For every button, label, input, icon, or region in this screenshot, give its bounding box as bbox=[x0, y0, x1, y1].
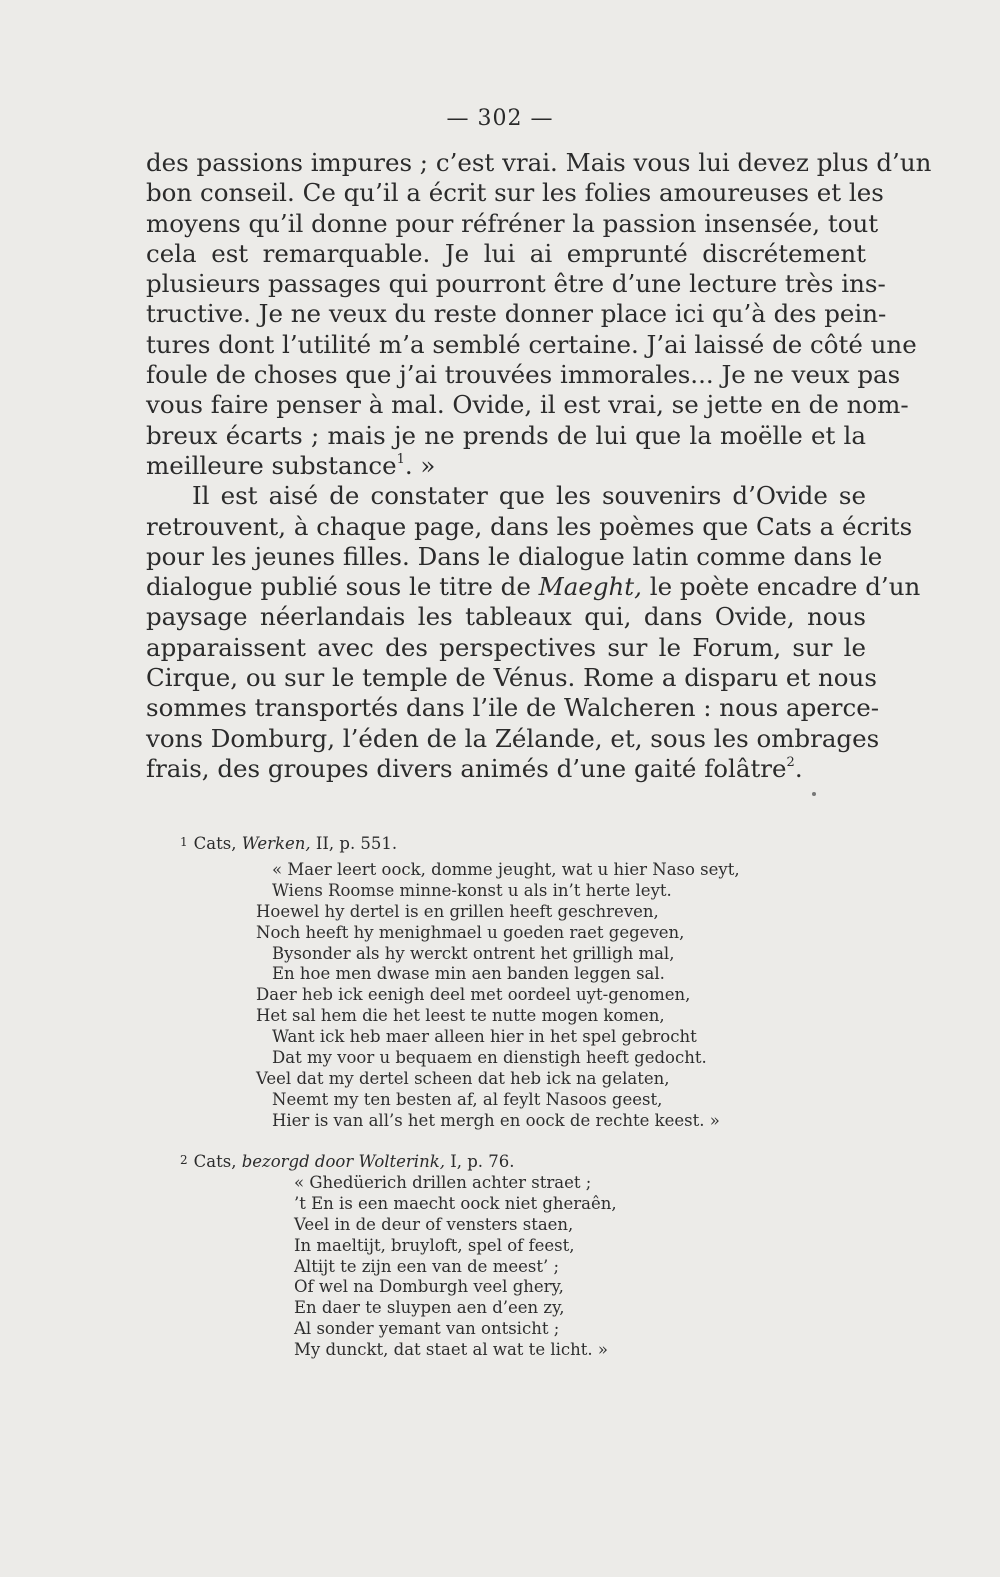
text-line bbox=[146, 329, 917, 360]
text-line bbox=[146, 541, 883, 572]
text-fragment: vous faire penser à mal. Ovide, il est vrai, se jette en de nom- bbox=[146, 390, 909, 420]
verse-line: ’t En is een maecht oock niet gheraên, bbox=[294, 1193, 617, 1213]
verse-line: Daer heb ick eenigh deel met oordeel uyt-genomen, bbox=[256, 985, 691, 1005]
text-fragment: moyens qu’il donne pour réfréner la passion insensée, tout bbox=[146, 208, 879, 238]
text-fragment: tructive. Je ne veux du reste donner place ici qu’à des pein- bbox=[146, 299, 887, 329]
footnote-2-number: 2 bbox=[180, 1153, 188, 1167]
text-fragment: le poète encadre d’un bbox=[641, 572, 921, 602]
text-fragment: paysage néerlandais les tableaux qui, dans Ovide, nous bbox=[146, 602, 866, 632]
footnote-1-pages: II, p. 551. bbox=[310, 834, 398, 853]
verse-line: My dunckt, dat staet al wat te licht. » bbox=[294, 1340, 608, 1360]
verse-line: Altijt te zijn een van de meest’ ; bbox=[294, 1256, 560, 1276]
ink-speck bbox=[812, 792, 816, 796]
verse-line: En hoe men dwase min aen banden leggen sal. bbox=[272, 964, 665, 984]
text-fragment: retrouvent, à chaque page, dans les poèmes que Cats a écrits bbox=[146, 511, 913, 541]
text-fragment: vons Domburg, l’éden de la Zélande, et, sous les ombrages bbox=[146, 723, 880, 753]
verse-line: Veel in de deur of vensters staen, bbox=[294, 1214, 574, 1234]
text-line bbox=[146, 421, 866, 451]
text-fragment: cela est remarquable. Je lui ai emprunté discrétement bbox=[146, 238, 866, 268]
text-line bbox=[146, 693, 879, 723]
footnote-2-author: Cats, bbox=[193, 1152, 242, 1171]
footnote-1-author: Cats, bbox=[193, 834, 242, 853]
text-line bbox=[146, 239, 866, 269]
footnote-1-work: Werken, bbox=[241, 834, 311, 853]
verse-line: Het sal hem die het leest te nutte mogen komen, bbox=[256, 1006, 665, 1026]
verse-line: Of wel na Domburgh veel ghery, bbox=[294, 1277, 564, 1297]
text-fragment: dialogue publié sous le titre de bbox=[146, 572, 539, 602]
verse-line: Al sonder yemant van ontsicht ; bbox=[294, 1319, 560, 1339]
text-line bbox=[146, 633, 866, 663]
verse-line: Hoewel hy dertel is en grillen heeft geschreven, bbox=[256, 901, 659, 921]
text-fragment: pour les jeunes filles. Dans le dialogue latin comme dans le bbox=[146, 541, 883, 571]
footnote-1-number: 1 bbox=[180, 835, 188, 849]
verse-line: Noch heeft hy menighmael u goeden raet gegeven, bbox=[256, 922, 685, 942]
footnote-1-verse bbox=[256, 860, 740, 1132]
verse-line: En daer te sluypen aen d’een zy, bbox=[294, 1298, 565, 1318]
text-line bbox=[146, 602, 866, 632]
text-line bbox=[146, 723, 880, 754]
text-fragment: foule de choses que j’ai trouvées immorales... Je ne veux pas bbox=[146, 360, 901, 390]
text-line bbox=[146, 148, 932, 178]
text-line bbox=[146, 299, 887, 329]
text-line bbox=[146, 269, 886, 299]
footnote-2-verse bbox=[294, 1173, 617, 1361]
footnote-marker: 2 bbox=[786, 754, 795, 770]
text-line bbox=[146, 511, 913, 542]
verse-line: Bysonder als hy werckt ontrent het grilligh mal, bbox=[272, 943, 675, 963]
verse-line: In maeltijt, bruyloft, spel of feest, bbox=[294, 1235, 575, 1255]
text-line bbox=[146, 572, 921, 602]
footnote-2-pages: I, p. 76. bbox=[444, 1152, 515, 1171]
text-line bbox=[146, 208, 879, 239]
verse-line: Dat my voor u bequaem en dienstigh heeft gedocht. bbox=[272, 1048, 707, 1068]
text-line bbox=[146, 390, 909, 420]
verse-line: Veel dat my dertel scheen dat heb ick na gelaten, bbox=[256, 1068, 670, 1088]
text-line bbox=[146, 451, 866, 481]
text-fragment: Il est aisé de constater que les souvenirs d’Ovide se bbox=[192, 481, 866, 511]
footnote-2-work: bezorgd door Wolterink, bbox=[241, 1152, 445, 1171]
text-line bbox=[146, 178, 884, 208]
page-number: — 302 — bbox=[446, 106, 554, 131]
verse-line: Neemt my ten besten af, al feylt Nasoos geest, bbox=[272, 1089, 663, 1109]
footnote-1-source bbox=[180, 834, 397, 853]
text-fragment: meilleure substance bbox=[146, 450, 397, 480]
text-line bbox=[146, 360, 901, 390]
verse-line: Wiens Roomse minne-konst u als in’t herte leyt. bbox=[272, 880, 672, 900]
verse-line: Hier is van all’s het mergh en oock de rechte keest. » bbox=[272, 1110, 720, 1130]
text-fragment: sommes transportés dans l’ile de Walcheren : nous aperce- bbox=[146, 693, 879, 723]
text-line bbox=[146, 663, 877, 693]
verse-line: « Ghedüerich drillen achter straet ; bbox=[294, 1173, 592, 1192]
text-fragment: . bbox=[794, 753, 803, 783]
text-line bbox=[146, 481, 866, 511]
text-fragment: apparaissent avec des perspectives sur le Forum, sur le bbox=[146, 632, 866, 662]
footnote-2-source bbox=[180, 1152, 515, 1171]
text-fragment: . » bbox=[404, 450, 436, 480]
text-fragment: plusieurs passages qui pourront être d’une lecture très ins- bbox=[146, 269, 886, 299]
text-fragment: des passions impures ; c’est vrai. Mais vous lui devez plus d’un bbox=[146, 148, 932, 177]
verse-line: Want ick heb maer alleen hier in het spel gebrocht bbox=[272, 1027, 697, 1047]
verse-line: « Maer leert oock, domme jeught, wat u hier Naso seyt, bbox=[272, 860, 740, 879]
text-fragment: breux écarts ; mais je ne prends de lui que la moëlle et la bbox=[146, 420, 866, 450]
text-fragment: frais, des groupes divers animés d’une gaité folâtre bbox=[146, 753, 787, 783]
text-fragment: bon conseil. Ce qu’il a écrit sur les folies amoureuses et les bbox=[146, 178, 884, 208]
footnote-marker: 1 bbox=[396, 451, 405, 467]
text-fragment: Cirque, ou sur le temple de Vénus. Rome a disparu et nous bbox=[146, 663, 877, 693]
text-line bbox=[146, 754, 866, 784]
italic-title: Maeght, bbox=[538, 572, 642, 602]
text-fragment: tures dont l’utilité m’a semblé certaine. J’ai laissé de côté une bbox=[146, 329, 917, 359]
main-text-body bbox=[146, 148, 932, 784]
